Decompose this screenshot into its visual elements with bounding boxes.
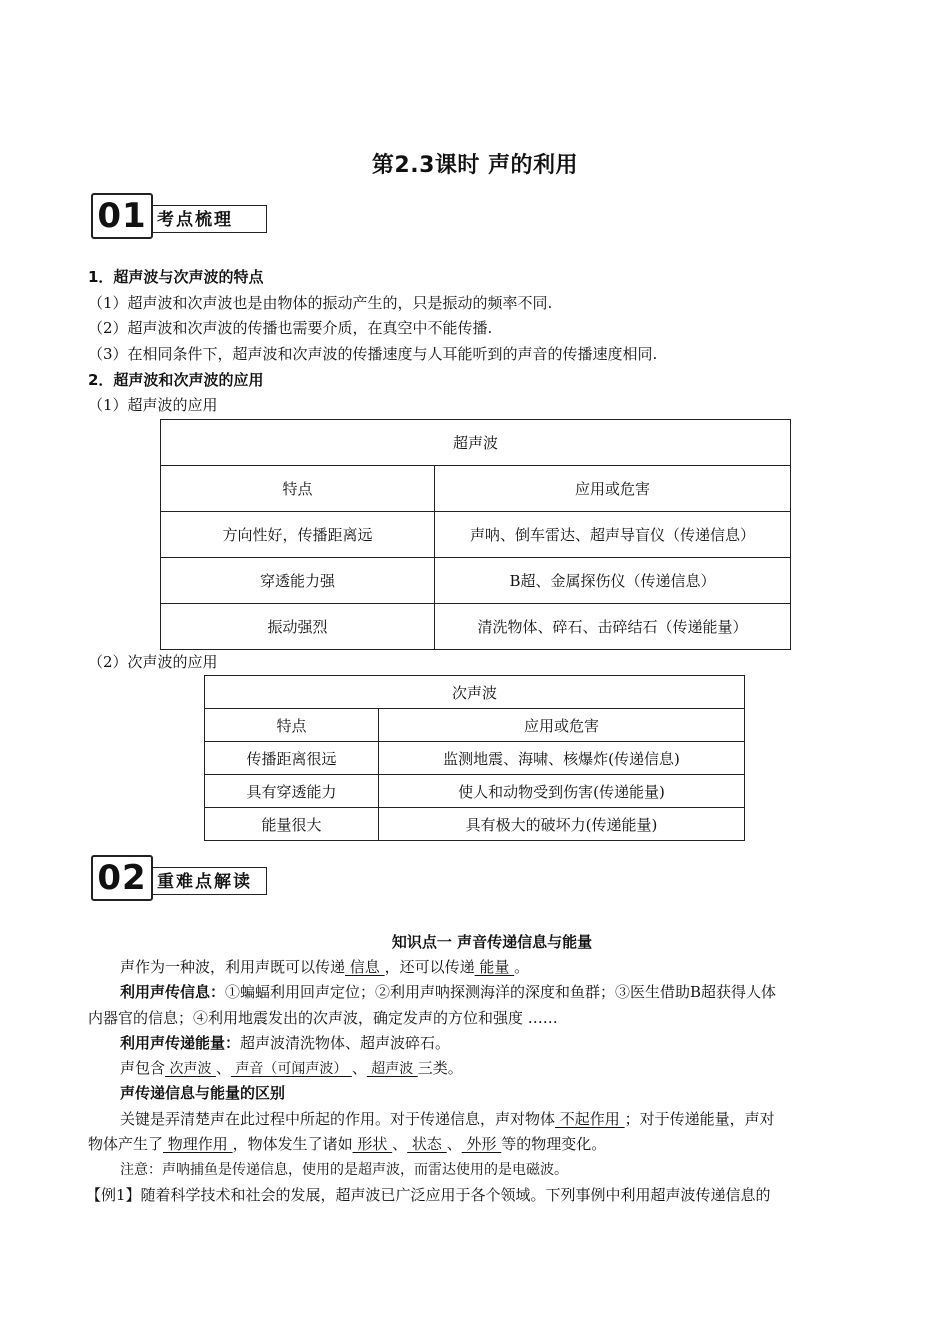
ultrasonic-table: [160, 419, 791, 650]
paragraph-info-energy: [120, 957, 529, 977]
text-span: 、: [351, 1059, 367, 1077]
table-cell: 具有穿透能力: [205, 775, 379, 808]
paragraph-sound-types: [120, 1058, 463, 1079]
example-1: 【例1】随着科学技术和社会的发展，超声波已广泛应用于各个领域。下列事例中利用超声波传递信息的: [86, 1186, 771, 1204]
table-cell: 监测地震、海啸、核爆炸(传递信息): [379, 742, 745, 775]
section-badge-02: [91, 855, 269, 899]
text-span: 、: [215, 1059, 231, 1077]
blank-answer: 不起作用: [555, 1110, 625, 1128]
table-title: 次声波: [205, 676, 745, 709]
sub-heading-ultrasonic: （1）超声波的应用: [88, 396, 218, 414]
infrasonic-table: [204, 675, 745, 841]
sub-heading-infrasonic: （2）次声波的应用: [88, 653, 218, 671]
table-header: 特点: [161, 466, 435, 512]
text-span: 物体产生了: [88, 1135, 164, 1153]
point-1: （1）超声波和次声波也是由物体的振动产生的，只是振动的频率不同.: [88, 294, 553, 312]
table-cell: 使人和动物受到伤害(传递能量): [379, 775, 745, 808]
paragraph-info-uses-cont: 内器官的信息；④利用地震发出的次声波，确定发声的方位和强度 ……: [88, 1009, 558, 1027]
table-title: 超声波: [161, 420, 791, 466]
blank-answer: 信息: [345, 958, 385, 976]
badge-label: 重难点解读: [151, 867, 267, 895]
blank-answer: 声音（可闻声波）: [230, 1061, 352, 1077]
table-header: 应用或危害: [435, 466, 791, 512]
paragraph-info-uses: [120, 982, 776, 1002]
blank-answer: 外形: [461, 1135, 502, 1153]
table-cell: 振动强烈: [161, 604, 435, 650]
table-cell: B超、金属探伤仪（传递信息）: [435, 558, 791, 604]
text-span: ①蝙蝠利用回声定位；②利用声呐探测海洋的深度和鱼群；③医生借助B超获得人体: [225, 983, 777, 1001]
table-cell: 能量很大: [205, 808, 379, 841]
section-badge-01: [91, 193, 269, 237]
table-cell: 具有极大的破坏力(传递能量): [379, 808, 745, 841]
blank-answer: 超声波: [366, 1061, 418, 1077]
table-cell: 清洗物体、碎石、击碎结石（传递能量）: [435, 604, 791, 650]
heading-applications: 2．超声波和次声波的应用: [88, 371, 264, 389]
blank-answer: 次声波: [165, 1061, 216, 1077]
text-span: 关键是弄清楚声在此过程中所起的作用。对于传递信息，声对物体: [120, 1110, 556, 1128]
badge-number: 01: [91, 193, 153, 239]
table-cell: 传播距离很远: [205, 742, 379, 775]
table-cell: 声呐、倒车雷达、超声导盲仪（传递信息）: [435, 512, 791, 558]
text-span: ，物体发生了诸如: [232, 1135, 353, 1153]
text-span: ，还可以传递: [384, 958, 475, 976]
point-2: （2）超声波和次声波的传播也需要介质，在真空中不能传播.: [88, 319, 493, 337]
point-3: （3）在相同条件下，超声波和次声波的传播速度与人耳能听到的声音的传播速度相同.: [88, 345, 658, 363]
paragraph-difference: [120, 1109, 775, 1129]
note: 注意：声呐捕鱼是传递信息，使用的是超声波，而雷达使用的是电磁波。: [120, 1162, 568, 1178]
blank-answer: 物理作用: [163, 1135, 233, 1153]
table-cell: 方向性好，传播距离远: [161, 512, 435, 558]
text-span: 等的物理变化。: [501, 1135, 607, 1153]
table-header: 应用或危害: [379, 709, 745, 742]
text-span: 。: [514, 958, 530, 976]
inline-heading: 利用声传信息：: [120, 983, 226, 1001]
text-span: 超声波清洗物体、超声波碎石。: [240, 1034, 451, 1052]
paragraph-energy-uses: [120, 1033, 450, 1053]
table-cell: 穿透能力强: [161, 558, 435, 604]
inline-heading: 利用声传递能量：: [120, 1034, 241, 1052]
text-span: 、: [392, 1135, 408, 1153]
paragraph-difference-cont: [88, 1134, 606, 1154]
badge-number: 02: [91, 855, 153, 901]
badge-label: 考点梳理: [151, 205, 267, 233]
text-span: 声作为一种波，利用声既可以传递: [120, 958, 346, 976]
page-title: 第2.3课时 声的利用: [371, 153, 579, 178]
blank-answer: 能量: [474, 958, 515, 976]
heading-features: 1．超声波与次声波的特点: [88, 268, 264, 286]
knowledge-point-title: 知识点一 声音传递信息与能量: [391, 933, 593, 951]
text-span: ；对于传递能量，声对: [624, 1110, 775, 1128]
heading-difference: 声传递信息与能量的区别: [120, 1084, 286, 1102]
text-span: 声包含: [120, 1059, 166, 1077]
text-span: 三类。: [417, 1059, 463, 1077]
blank-answer: 形状: [352, 1135, 393, 1153]
table-header: 特点: [205, 709, 379, 742]
text-span: 、: [446, 1135, 462, 1153]
blank-answer: 状态: [407, 1135, 447, 1153]
